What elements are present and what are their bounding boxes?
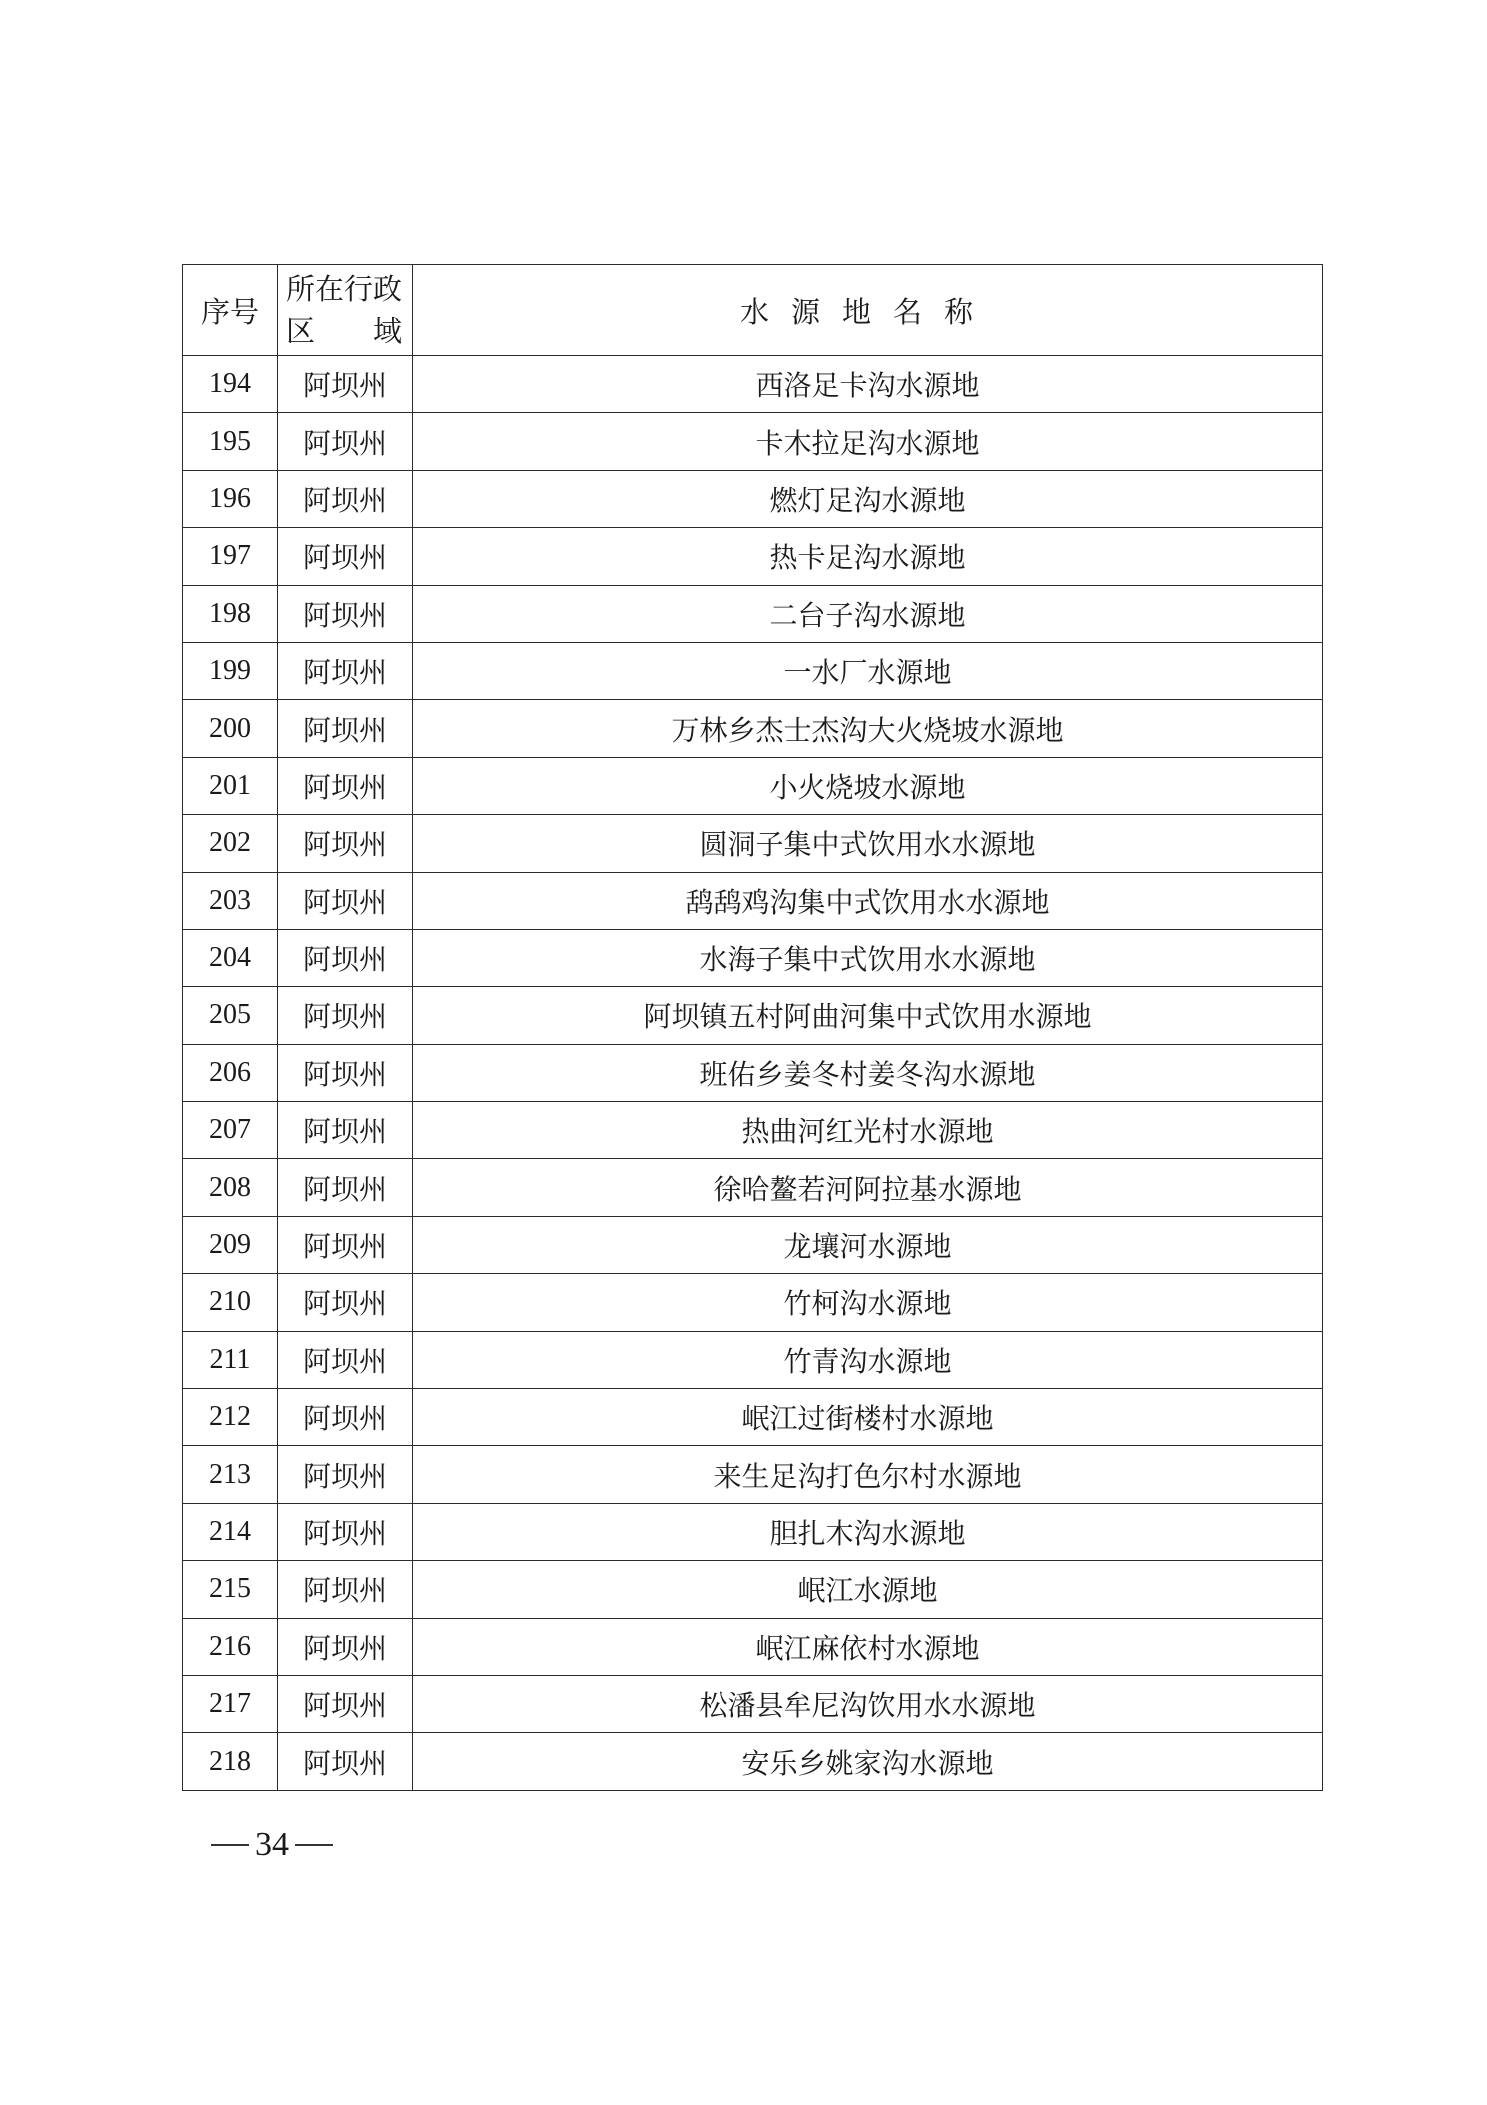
cell-index: 195 (183, 413, 278, 470)
cell-index: 206 (183, 1044, 278, 1101)
cell-index: 215 (183, 1561, 278, 1618)
cell-name: 圆洞子集中式饮用水水源地 (413, 815, 1323, 872)
cell-index: 203 (183, 872, 278, 929)
cell-region: 阿坝州 (278, 1561, 413, 1618)
cell-index: 196 (183, 470, 278, 527)
cell-name: 徐哈鳌若河阿拉基水源地 (413, 1159, 1323, 1216)
cell-name: 热曲河红光村水源地 (413, 1102, 1323, 1159)
table-row (183, 1159, 1323, 1216)
page-number-dash-left (211, 1844, 249, 1846)
cell-region: 阿坝州 (278, 1618, 413, 1675)
header-name: 水源地名称 (413, 265, 1323, 356)
cell-name: 阿坝镇五村阿曲河集中式饮用水源地 (413, 987, 1323, 1044)
page-number-value: 34 (255, 1826, 289, 1863)
cell-name: 西洛足卡沟水源地 (413, 356, 1323, 413)
cell-index: 199 (183, 642, 278, 699)
table-header-row (183, 265, 1323, 356)
cell-index: 209 (183, 1216, 278, 1273)
cell-region: 阿坝州 (278, 815, 413, 872)
cell-index: 212 (183, 1389, 278, 1446)
cell-region: 阿坝州 (278, 470, 413, 527)
cell-index: 210 (183, 1274, 278, 1331)
water-source-table (182, 264, 1323, 1791)
page-number (205, 1826, 339, 1864)
table-row (183, 1102, 1323, 1159)
cell-index: 217 (183, 1675, 278, 1732)
cell-region: 阿坝州 (278, 987, 413, 1044)
cell-index: 200 (183, 700, 278, 757)
table-body (183, 356, 1323, 1791)
table-row (183, 1331, 1323, 1388)
cell-region: 阿坝州 (278, 757, 413, 814)
header-region (278, 265, 413, 356)
cell-index: 201 (183, 757, 278, 814)
cell-index: 214 (183, 1503, 278, 1560)
table-row (183, 757, 1323, 814)
cell-region: 阿坝州 (278, 642, 413, 699)
table-row (183, 1733, 1323, 1790)
table-row (183, 642, 1323, 699)
table-row (183, 1274, 1323, 1331)
table-row (183, 1561, 1323, 1618)
header-region-line2: 区 域 (286, 314, 402, 348)
cell-region: 阿坝州 (278, 1102, 413, 1159)
cell-name: 燃灯足沟水源地 (413, 470, 1323, 527)
cell-region: 阿坝州 (278, 413, 413, 470)
cell-name: 安乐乡姚家沟水源地 (413, 1733, 1323, 1790)
cell-index: 213 (183, 1446, 278, 1503)
table-row (183, 815, 1323, 872)
cell-index: 208 (183, 1159, 278, 1216)
cell-region: 阿坝州 (278, 1675, 413, 1732)
table-row (183, 1675, 1323, 1732)
cell-name: 竹青沟水源地 (413, 1331, 1323, 1388)
cell-index: 198 (183, 585, 278, 642)
table-row (183, 413, 1323, 470)
cell-name: 鸹鸹鸡沟集中式饮用水水源地 (413, 872, 1323, 929)
table-row (183, 1389, 1323, 1446)
cell-name: 胆扎木沟水源地 (413, 1503, 1323, 1560)
cell-name: 班佑乡姜冬村姜冬沟水源地 (413, 1044, 1323, 1101)
table-row (183, 1216, 1323, 1273)
cell-index: 202 (183, 815, 278, 872)
header-index: 序号 (183, 265, 278, 356)
table-row (183, 356, 1323, 413)
cell-region: 阿坝州 (278, 1503, 413, 1560)
cell-index: 197 (183, 528, 278, 585)
cell-name: 龙壤河水源地 (413, 1216, 1323, 1273)
cell-index: 207 (183, 1102, 278, 1159)
table-row (183, 528, 1323, 585)
table-row (183, 1446, 1323, 1503)
cell-name: 热卡足沟水源地 (413, 528, 1323, 585)
page-number-dash-right (295, 1844, 333, 1846)
table-row (183, 700, 1323, 757)
cell-region: 阿坝州 (278, 700, 413, 757)
cell-name: 岷江水源地 (413, 1561, 1323, 1618)
cell-name: 来生足沟打色尔村水源地 (413, 1446, 1323, 1503)
table-row (183, 1618, 1323, 1675)
cell-index: 211 (183, 1331, 278, 1388)
cell-name: 岷江麻依村水源地 (413, 1618, 1323, 1675)
cell-region: 阿坝州 (278, 1044, 413, 1101)
cell-index: 194 (183, 356, 278, 413)
cell-region: 阿坝州 (278, 929, 413, 986)
cell-region: 阿坝州 (278, 585, 413, 642)
table-row (183, 585, 1323, 642)
cell-index: 216 (183, 1618, 278, 1675)
cell-name: 万林乡杰士杰沟大火烧坡水源地 (413, 700, 1323, 757)
cell-region: 阿坝州 (278, 1159, 413, 1216)
cell-region: 阿坝州 (278, 1446, 413, 1503)
table-row (183, 987, 1323, 1044)
cell-name: 水海子集中式饮用水水源地 (413, 929, 1323, 986)
cell-name: 小火烧坡水源地 (413, 757, 1323, 814)
table-row (183, 1503, 1323, 1560)
cell-name: 一水厂水源地 (413, 642, 1323, 699)
table-row (183, 929, 1323, 986)
cell-index: 205 (183, 987, 278, 1044)
cell-region: 阿坝州 (278, 1331, 413, 1388)
cell-region: 阿坝州 (278, 1733, 413, 1790)
table-row (183, 872, 1323, 929)
cell-region: 阿坝州 (278, 356, 413, 413)
cell-name: 竹柯沟水源地 (413, 1274, 1323, 1331)
cell-region: 阿坝州 (278, 528, 413, 585)
cell-region: 阿坝州 (278, 872, 413, 929)
cell-index: 218 (183, 1733, 278, 1790)
cell-region: 阿坝州 (278, 1216, 413, 1273)
cell-region: 阿坝州 (278, 1389, 413, 1446)
cell-name: 松潘县牟尼沟饮用水水源地 (413, 1675, 1323, 1732)
cell-name: 岷江过街楼村水源地 (413, 1389, 1323, 1446)
cell-index: 204 (183, 929, 278, 986)
cell-region: 阿坝州 (278, 1274, 413, 1331)
cell-name: 二台子沟水源地 (413, 585, 1323, 642)
cell-name: 卡木拉足沟水源地 (413, 413, 1323, 470)
table-row (183, 1044, 1323, 1101)
header-region-line1: 所在行政 (286, 272, 403, 306)
table-row (183, 470, 1323, 527)
